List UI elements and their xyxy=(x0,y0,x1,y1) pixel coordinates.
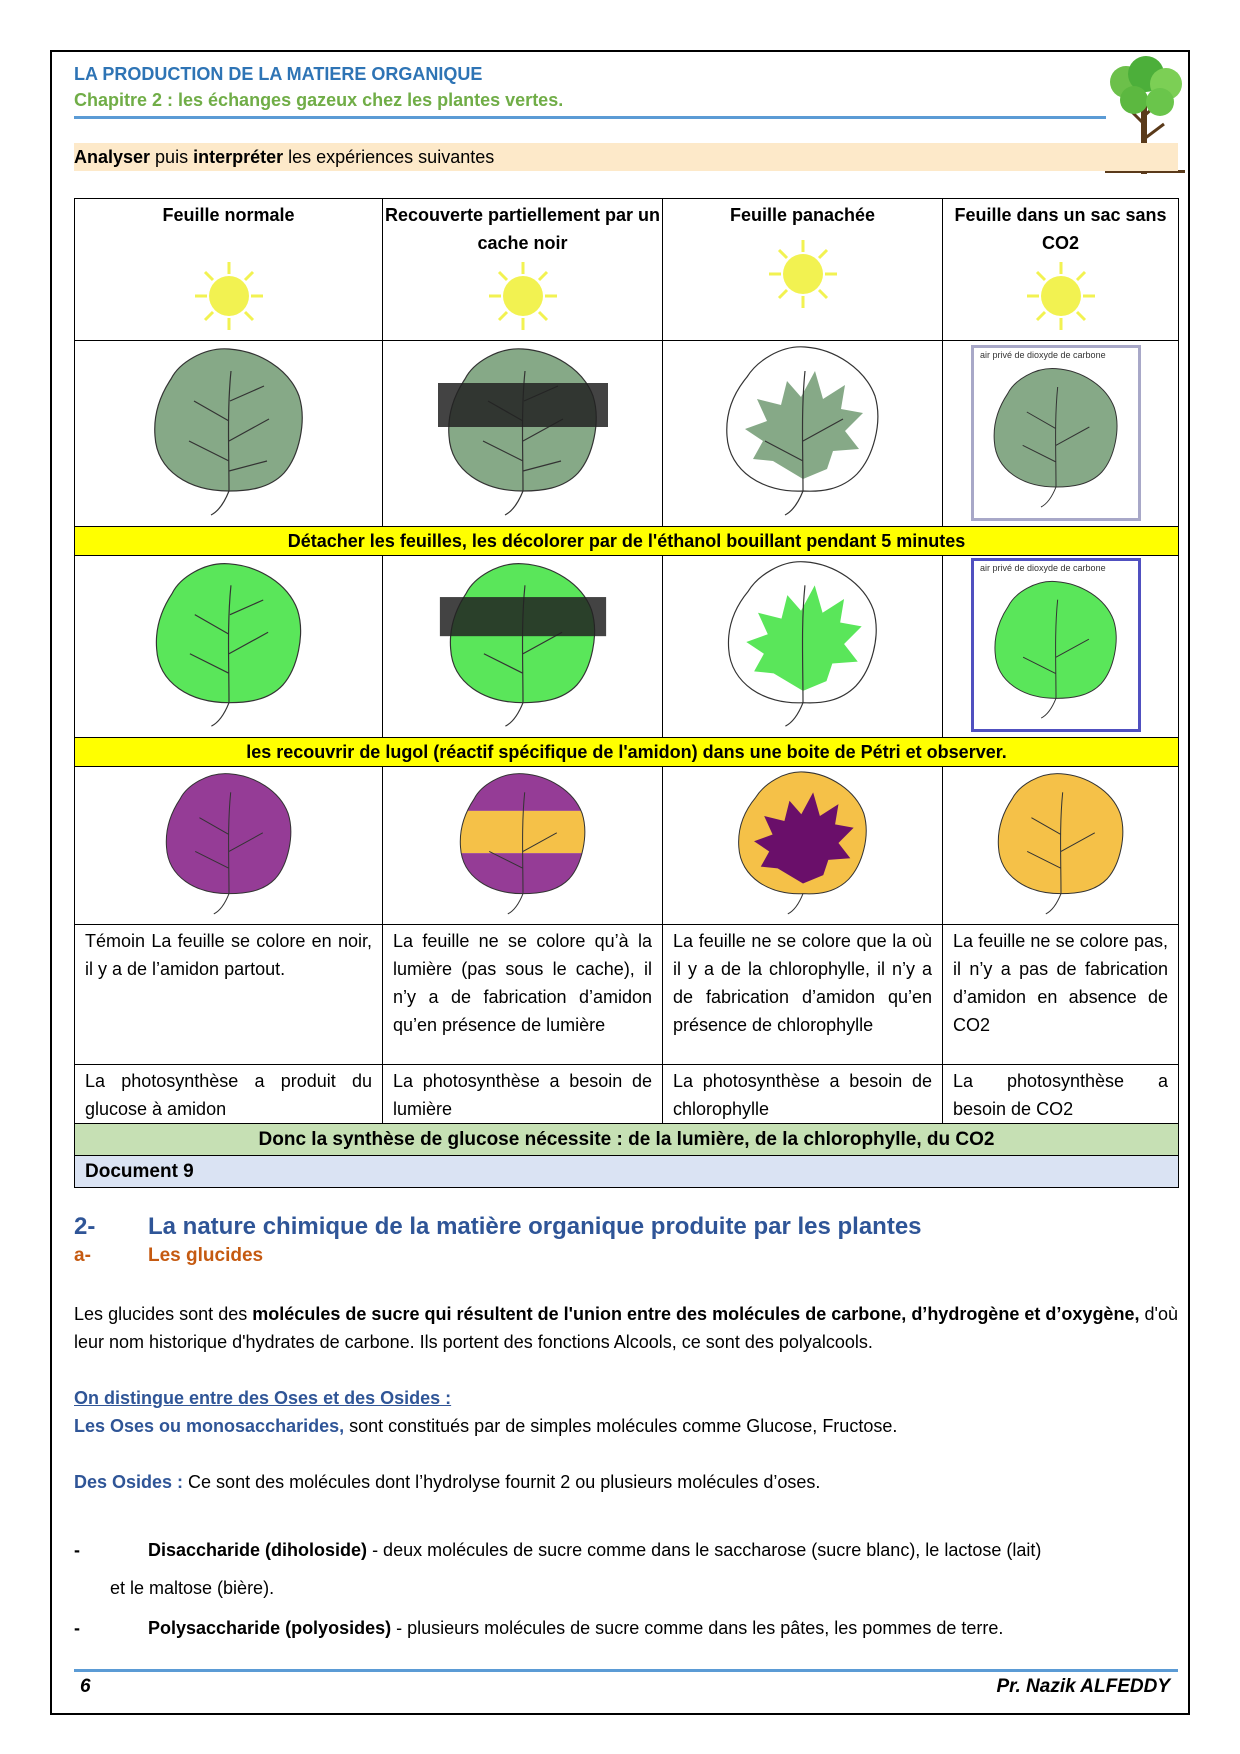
bullet-dash: - xyxy=(74,1540,80,1560)
conclusions-row xyxy=(75,1065,1179,1124)
conclusion-cell: La photosynthèse a besoin de lumière xyxy=(383,1065,663,1124)
doc-title: LA PRODUCTION DE LA MATIERE ORGANIQUE xyxy=(74,64,483,84)
header-rule xyxy=(74,116,1106,119)
leaf-cell xyxy=(663,767,943,925)
section-2-heading xyxy=(74,1213,922,1241)
col-header-co2 xyxy=(943,199,1179,341)
leaf-cell xyxy=(383,556,663,738)
bullet-text: - deux molécules de sucre comme dans le saccharose (sucre blanc), le lactose (lait) xyxy=(367,1540,1042,1560)
decolored-leaves-row xyxy=(75,556,1179,738)
step1-row xyxy=(75,527,1179,556)
observations-row xyxy=(75,925,1179,1065)
doc-label-row xyxy=(75,1156,1179,1188)
bag-label: air privé de dioxyde de carbone xyxy=(980,563,1106,573)
bag-label: air privé de dioxyde de carbone xyxy=(980,350,1106,360)
conclusion-cell: La photosynthèse a produit du glucose à amidon xyxy=(75,1065,383,1124)
chapter-title: Chapitre 2 : les échanges gazeux chez les plantes vertes. xyxy=(74,90,564,110)
bullet-dash: - xyxy=(74,1618,80,1638)
footer-rule xyxy=(74,1669,1178,1672)
summary-text: Donc la synthèse de glucose nécessite : de la lumière, de la chlorophylle, du CO2 xyxy=(75,1124,1179,1156)
leaf-decolored-cache-icon xyxy=(438,556,608,732)
col-header-normal xyxy=(75,199,383,341)
step2-row xyxy=(75,738,1179,767)
sun-icon xyxy=(758,234,848,314)
glucides-paragraph xyxy=(74,1300,1178,1356)
author: Pr. Nazik ALFEDDY xyxy=(996,1676,1170,1697)
para-bold: molécules de sucre qui résultent de l'union entre des molécules de carbone, d’hydrogène et d’oxygène, xyxy=(252,1304,1140,1324)
col-header-panachee xyxy=(663,199,943,341)
leaf-cell xyxy=(383,767,663,925)
fresh-leaves-row xyxy=(75,341,1179,527)
leaf-decolored-panachee-icon xyxy=(723,556,883,732)
experiment-table xyxy=(74,198,1179,1188)
instruction-bar xyxy=(74,143,1178,171)
sun-icon xyxy=(184,256,274,336)
col-header-label: Feuille dans un sac sans CO2 xyxy=(954,205,1167,253)
conclusion-cell: La photosynthèse a besoin de chlorophylle xyxy=(663,1065,943,1124)
oses-line xyxy=(74,1412,1178,1440)
instruction-verb-2: interpréter xyxy=(193,147,284,167)
leaf-cell xyxy=(383,341,663,527)
subsection-number: a- xyxy=(74,1245,91,1266)
leaf-panachee-icon xyxy=(723,341,883,521)
leaf-cell xyxy=(75,767,383,925)
leaf-cell xyxy=(943,556,1179,738)
summary-row xyxy=(75,1124,1179,1156)
subsection-title: Les glucides xyxy=(148,1245,264,1266)
leaf-co2-icon xyxy=(976,362,1136,512)
leaf-cell xyxy=(75,341,383,527)
col-header-label: Feuille panachée xyxy=(729,205,876,225)
observation-cell: La feuille ne se colore que la où il y a de la chlorophylle, il n’y a de fabrication d’amidon qu’en présence de chlorophylle xyxy=(663,925,943,1065)
sun-icon xyxy=(1016,256,1106,336)
step-lugol: les recouvrir de lugol (réactif spécifique de l'amidon) dans une boite de Pétri et observer. xyxy=(75,738,1179,767)
leaf-decolored-icon xyxy=(149,556,309,732)
leaf-normal-icon xyxy=(149,341,309,521)
observation-cell: La feuille ne se colore pas, il n’y a pas de fabrication d’amidon en absence de CO2 xyxy=(943,925,1179,1065)
leaf-cell xyxy=(663,341,943,527)
bullet-term: Polysaccharide (polyosides) xyxy=(148,1618,392,1638)
distinguish-heading: On distingue entre des Oses et des Osides : xyxy=(74,1388,452,1408)
leaf-panachee-lugol-icon xyxy=(733,767,873,919)
bag-frame xyxy=(971,558,1141,732)
bullet-term: Disaccharide (diholoside) xyxy=(148,1540,368,1560)
page-number: 6 xyxy=(80,1676,91,1697)
observation-cell: La feuille ne se colore qu’à la lumière (pas sous le cache), il n’y a de fabrication d’amidon qu’en présence de lumière xyxy=(383,925,663,1065)
leaf-orange-icon xyxy=(991,767,1131,919)
conclusion-cell: La photosynthèse a besoin de CO2 xyxy=(943,1065,1179,1124)
leaf-cell xyxy=(75,556,383,738)
bullet-disaccharide xyxy=(74,1536,1041,1564)
observation-cell: Témoin La feuille se colore en noir, il y a de l’amidon partout. xyxy=(75,925,383,1065)
instruction-text-1: puis xyxy=(150,147,194,167)
leaf-cache-icon xyxy=(438,341,608,521)
leaf-purple-icon xyxy=(159,767,299,919)
leaf-cell xyxy=(943,341,1179,527)
header-row xyxy=(75,199,1179,341)
osides-text: Ce sont des molécules dont l’hydrolyse fournit 2 ou plusieurs molécules d’oses. xyxy=(183,1472,821,1492)
para-text: d'où leur nom historique d'hydrates de carbone. Ils portent des fonctions Alcools, ce sont des polyalcools. xyxy=(74,1304,1178,1352)
leaf-striped-icon xyxy=(453,767,593,919)
distinguish-line xyxy=(74,1384,1178,1412)
bullet-text: - plusieurs molécules de sucre comme dans les pâtes, les pommes de terre. xyxy=(391,1618,1004,1638)
col-header-label: Recouverte partiellement par un cache noir xyxy=(384,205,661,253)
document-label: Document 9 xyxy=(75,1156,1179,1188)
leaf-cell xyxy=(663,556,943,738)
instruction-text-2: les expériences suivantes xyxy=(283,147,495,167)
col-header-cache xyxy=(383,199,663,341)
section-title: La nature chimique de la matière organique produite par les plantes xyxy=(148,1213,922,1240)
col-header-label: Feuille normale xyxy=(162,205,295,225)
bullet-disaccharide-cont: et le maltose (bière). xyxy=(110,1578,275,1598)
section-number: 2- xyxy=(74,1213,96,1240)
bullet-polysaccharide xyxy=(74,1614,1003,1642)
oses-term: Les Oses ou monosaccharides, xyxy=(74,1416,345,1436)
step-decolor: Détacher les feuilles, les décolorer par de l'éthanol bouillant pendant 5 minutes xyxy=(75,527,1179,556)
lugol-leaves-row xyxy=(75,767,1179,925)
para-text: Les glucides sont des xyxy=(74,1304,253,1324)
osides-term: Des Osides : xyxy=(74,1472,184,1492)
sun-icon xyxy=(478,256,568,336)
bag-frame xyxy=(971,345,1141,521)
leaf-decolored-co2-icon xyxy=(976,575,1136,723)
section-a-heading xyxy=(74,1245,263,1267)
oses-text: sont constitués par de simples molécules comme Glucose, Fructose. xyxy=(344,1416,898,1436)
instruction-verb-1: Analyser xyxy=(74,147,151,167)
osides-line xyxy=(74,1468,1178,1496)
leaf-cell xyxy=(943,767,1179,925)
